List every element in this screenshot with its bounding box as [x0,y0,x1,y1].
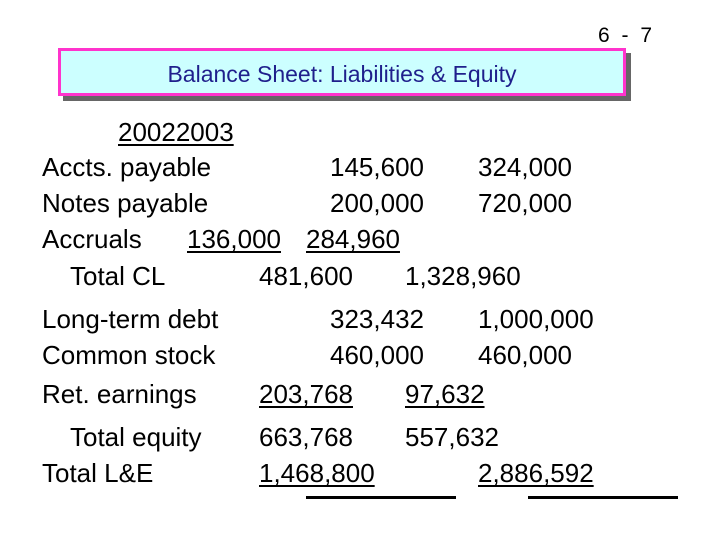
row-2002-common-stock: 460,000 [330,340,424,370]
row-2003-total-cl: 1,328,960 [405,261,521,291]
row-label-accruals: Accruals [42,224,142,254]
row-2003-accts-payable: 324,000 [478,152,572,182]
title-banner [58,48,626,96]
row-2002-accts-payable: 145,600 [330,152,424,182]
total-double-rule-2002 [306,496,456,499]
row-label-long-term-debt: Long-term debt [42,304,219,334]
row-2002-ret-earnings: 203,768 [259,379,353,409]
row-label-total-cl: Total CL [70,261,166,291]
row-2003-ret-earnings: 97,632 [405,379,485,409]
row-2003-notes-payable: 720,000 [478,188,572,218]
row-label-common-stock: Common stock [42,340,216,370]
header-years: 20022003 [118,117,234,147]
row-2003-long-term-debt: 1,000,000 [478,304,594,334]
row-2003-total-le: 2,886,592 [478,458,594,488]
row-2002-total-cl: 481,600 [259,261,353,291]
page-title: Balance Sheet: Liabilities & Equity [167,61,517,87]
total-double-rule-2003 [528,496,678,499]
row-label-total-le: Total L&E [42,458,154,488]
row-2002-long-term-debt: 323,432 [330,304,424,334]
row-label-ret-earnings: Ret. earnings [42,379,197,409]
row-label-accts-payable: Accts. payable [42,152,212,182]
slide-number: 6 - 7 [598,24,656,47]
row-2003-accruals: 284,960 [306,224,400,254]
row-2003-common-stock: 460,000 [478,340,572,370]
row-2003-total-equity: 557,632 [405,422,499,452]
row-2002-total-le: 1,468,800 [259,458,375,488]
row-2002-notes-payable: 200,000 [330,188,424,218]
row-label-notes-payable: Notes payable [42,188,209,218]
row-label-total-equity: Total equity [70,422,202,452]
row-2002-accruals: 136,000 [187,224,281,254]
row-2002-total-equity: 663,768 [259,422,353,452]
